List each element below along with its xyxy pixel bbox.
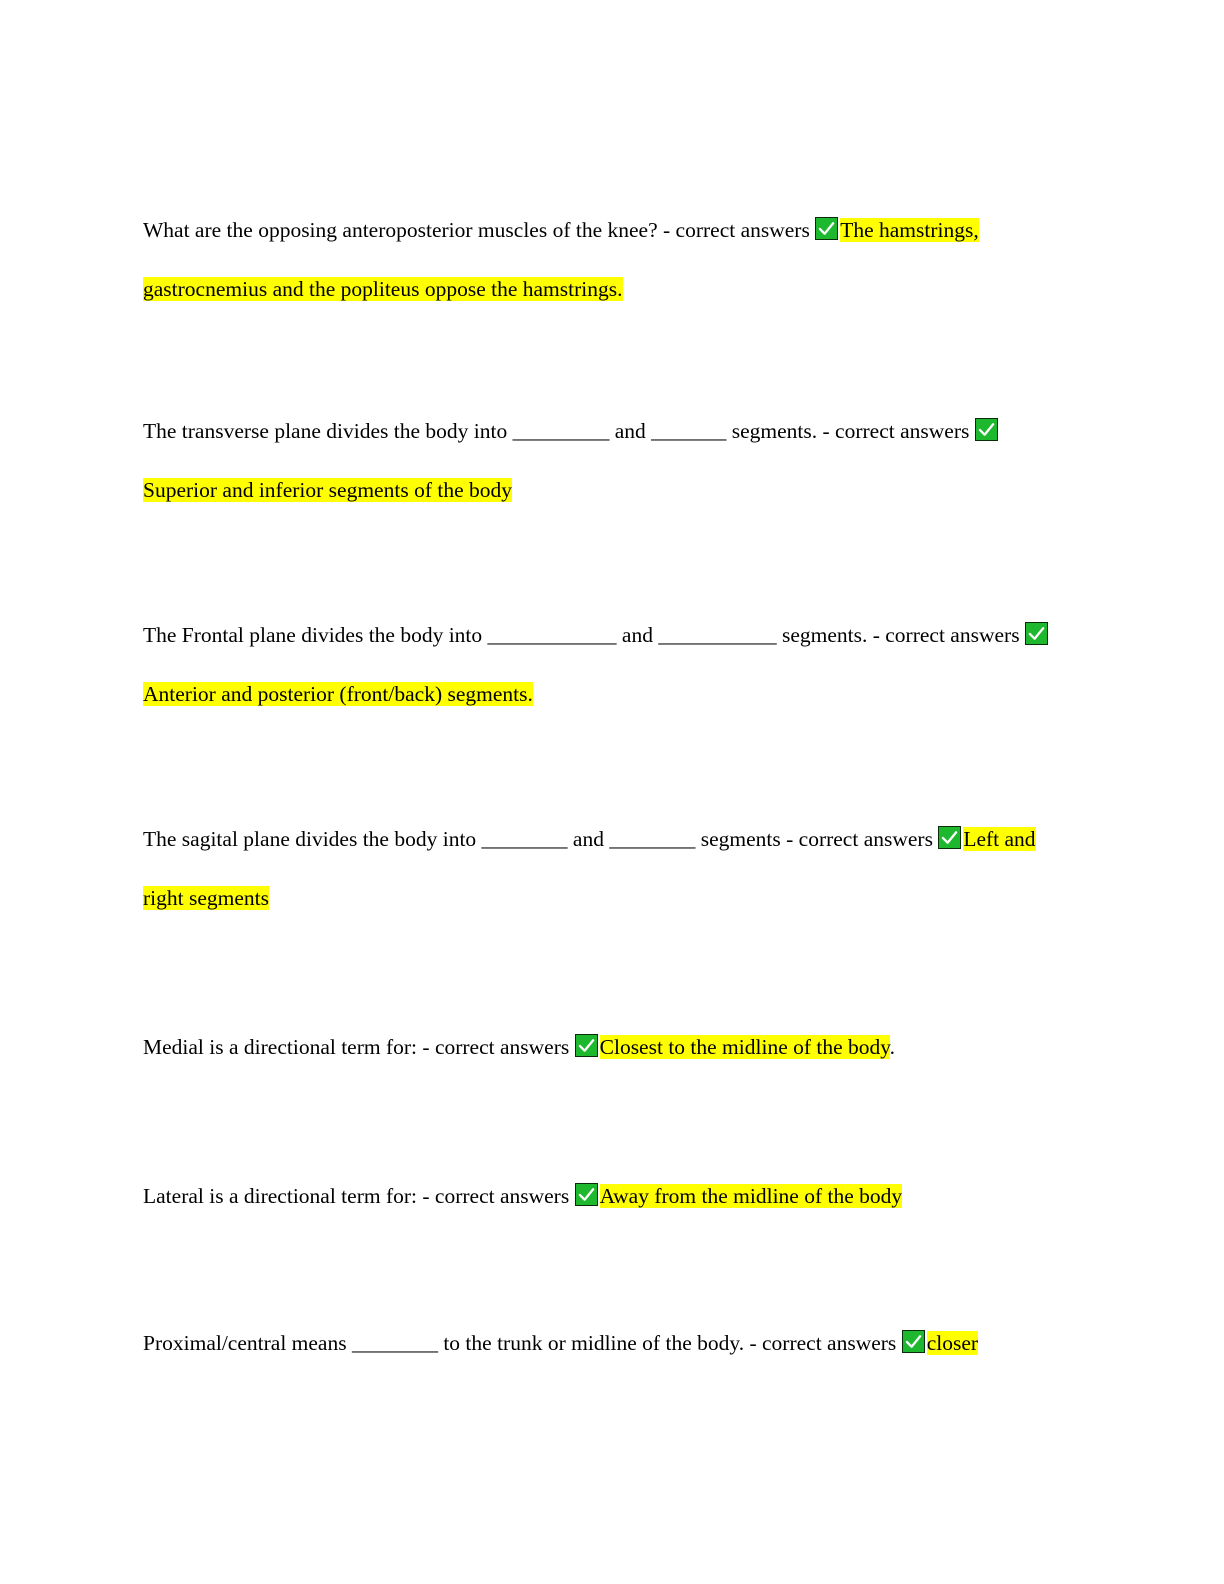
qa-item-5 <box>143 1018 1073 1077</box>
question-text: The transverse plane divides the body into _________ and _______ segments. - correct answers <box>143 419 970 443</box>
check-mark-icon <box>938 826 961 849</box>
qa-item-7 <box>143 1314 1073 1373</box>
check-mark-icon <box>815 217 838 240</box>
qa-item-1 <box>143 201 1073 319</box>
question-text: Lateral is a directional term for: - correct answers <box>143 1184 570 1208</box>
check-mark-icon <box>902 1330 925 1353</box>
answer-text: Superior and inferior segments of the body <box>143 478 512 502</box>
answer-text: Anterior and posterior (front/back) segments. <box>143 682 533 706</box>
qa-item-3 <box>143 606 1073 724</box>
check-mark-icon <box>975 418 998 441</box>
answer-text: Closest to the midline of the body <box>599 1035 890 1059</box>
qa-item-2 <box>143 402 1073 520</box>
question-text: Medial is a directional term for: - correct answers <box>143 1035 570 1059</box>
question-text: The sagital plane divides the body into ________ and ________ segments - correct answers <box>143 827 933 851</box>
qa-item-6 <box>143 1167 1073 1226</box>
check-mark-icon <box>575 1183 598 1206</box>
answer-text: closer <box>926 1331 979 1355</box>
answer-text: Away from the midline of the body <box>599 1184 903 1208</box>
question-text: The Frontal plane divides the body into ____________ and ___________ segments. - correct answers <box>143 623 1020 647</box>
answer-text: Left and right segments <box>143 827 1036 910</box>
question-text: Proximal/central means ________ to the trunk or midline of the body. - correct answers <box>143 1331 897 1355</box>
answer-text: The hamstrings, gastrocnemius and the popliteus oppose the hamstrings. <box>143 218 979 301</box>
check-mark-icon <box>1025 622 1048 645</box>
qa-item-4 <box>143 810 1073 928</box>
question-text: What are the opposing anteroposterior muscles of the knee? - correct answers <box>143 218 810 242</box>
check-mark-icon <box>575 1034 598 1057</box>
answer-trailing: . <box>889 1035 896 1059</box>
